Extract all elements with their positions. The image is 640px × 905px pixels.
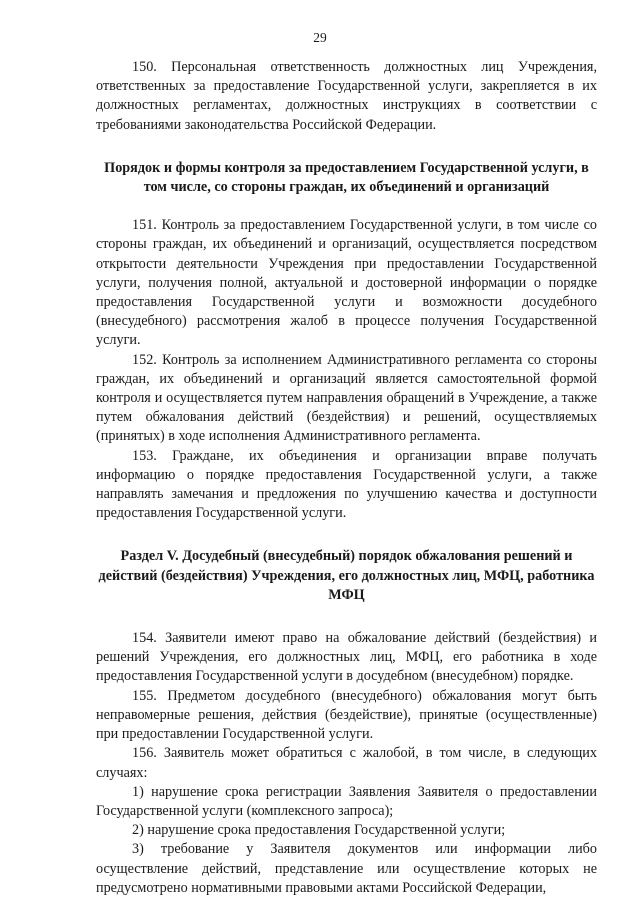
page-number: 29: [313, 30, 327, 45]
paragraph-156: 156. Заявитель может обратиться с жалобой, в том числе, в следующих случаях:: [96, 745, 597, 781]
paragraph-155: 155. Предметом досудебного (внесудебного) обжалования могут быть неправомерные решения, действия (бездействие), принятые (осуществленные) при предоставлении Государственной услуги.: [96, 687, 597, 743]
paragraph-154: 154. Заявители имеют право на обжалование действий (бездействия) и решений Учреждения, его должностных лиц, МФЦ, его работника в ходе предоставления Государственной услуги в досудебном (внесудебном) порядке.: [96, 630, 597, 685]
page-content: [96, 58, 597, 898]
list-item-2: 2) нарушение срока предоставления Государственной услуги;: [132, 822, 506, 839]
paragraph-153: 153. Граждане, их объединения и организации вправе получать информацию о порядке предоставления Государственной услуги, а также направлять замечания и предложения по улучшению качества и доступности предоставления Государственной услуги.: [96, 447, 597, 522]
section-heading-control: Порядок и формы контроля за предоставлением Государственной услуги, в том числе, со стороны граждан, их объединений и организаций: [104, 159, 589, 196]
paragraph-151: 151. Контроль за предоставлением Государственной услуги, в том числе со стороны граждан, их объединений и организаций, осуществляется посредством открытости деятельности Учреждения при предоставлении Государственной услуги, получения полной, актуальной и достоверной информации о порядке предоставления Государственной услуги и возможности досудебного (внесудебного) рассмотрения жалоб в процессе получения Государственной услуги.: [96, 217, 597, 349]
section-heading-appeal: Раздел V. Досудебный (внесудебный) порядок обжалования решений и действий (бездействия) Учреждения, его должностных лиц, МФЦ, работника МФЦ: [98, 548, 595, 603]
paragraph-150: 150. Персональная ответственность должностных лиц Учреждения, ответственных за предоставление Государственной услуги, закрепляется в их должностных регламентах, должностных инструкциях в соответствии с требованиями законодательства Российской Федерации.: [96, 59, 597, 133]
list-item-1: 1) нарушение срока регистрации Заявления Заявителя о предоставлении Государственной услуги (комплексного запроса);: [96, 783, 597, 819]
list-item-3: 3) требование у Заявителя документов или информации либо осуществление действий, представление или осуществление которых не предусмотрено нормативными правовыми актами Российской Федерации,: [96, 841, 597, 896]
paragraph-152: 152. Контроль за исполнением Административного регламента со стороны граждан, их объединений и организаций является самостоятельной формой контроля и осуществляется путем направления обращений в Учреждение, а также путем обжалования действий (бездействия) и решений, осуществляемых (принятых) в ходе исполнения Административного регламента.: [96, 351, 597, 445]
